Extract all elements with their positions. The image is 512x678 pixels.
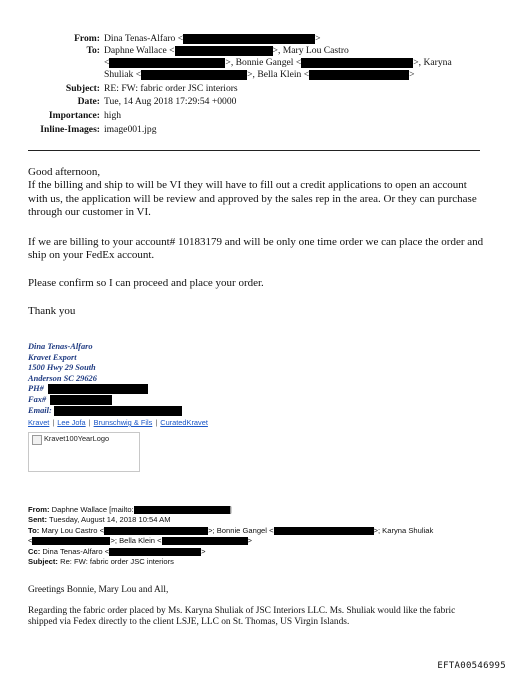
signature-address-2: Anderson SC 29626 <box>28 373 97 383</box>
to-line-3: Shuliak < >, Bella Klein < > <box>104 69 415 80</box>
link-lee-jofa[interactable]: Lee Jofa <box>57 418 86 427</box>
broken-image-icon <box>32 435 42 445</box>
body-paragraph-3: Please confirm so I can proceed and place your order. <box>28 277 264 289</box>
inline-images-label: Inline-Images: <box>40 124 100 135</box>
signature-fax: Fax# <box>28 395 182 406</box>
fwd-to-line-1: To: Mary Lou Castro < >; Bonnie Gangel < >; Karyna Shuliak <box>28 525 434 535</box>
email-body-3 <box>28 277 486 290</box>
fwd-paragraph-1: Regarding the fabric order placed by Ms. Karyna Shuliak of JSC Interiors LLC. Ms. Shuliak would like the fabric shipped via Fedex directly to the client LSJE, LLC on St. Thomas, US Virgin Islands. <box>28 606 456 628</box>
forwarded-header <box>28 505 433 567</box>
signature-name: Dina Tenas-Alfaro <box>28 342 93 351</box>
fwd-greeting: Greetings Bonnie, Mary Lou and All, <box>28 585 169 595</box>
redaction-bar <box>301 58 413 68</box>
link-brunschwig-fils[interactable]: Brunschwig & Fils <box>93 418 153 427</box>
signature-links <box>28 418 208 427</box>
closing: Thank you <box>28 305 76 317</box>
importance-value: high <box>104 110 122 121</box>
to-label: To: <box>86 45 100 56</box>
redaction-bar <box>309 70 409 80</box>
redaction-bar <box>175 46 273 56</box>
subject-value: RE: FW: fabric order JSC interiors <box>104 83 238 94</box>
header-divider <box>28 150 480 151</box>
date-label: Date: <box>77 96 100 107</box>
fwd-sent: Sent: Tuesday, August 14, 2018 10:54 AM <box>28 515 171 525</box>
link-separator: | <box>52 418 55 427</box>
importance-label: Importance: <box>48 110 100 121</box>
email-body <box>28 166 486 220</box>
link-separator: | <box>88 418 91 427</box>
signature-phone: PH# <box>28 384 182 395</box>
redaction-bar <box>50 395 112 405</box>
link-curated-kravet[interactable]: CuratedKravet <box>160 418 208 427</box>
image-alt-text: Kravet100YearLogo <box>44 433 110 443</box>
email-body-2 <box>28 236 486 263</box>
broken-image-placeholder <box>28 432 140 472</box>
redaction-bar <box>104 527 208 535</box>
redaction-bar <box>134 506 230 514</box>
date-value: Tue, 14 Aug 2018 17:29:54 +0000 <box>104 96 237 107</box>
redaction-bar <box>109 58 225 68</box>
signature-email: Email: <box>28 406 182 417</box>
from-value: Dina Tenas-Alfaro < > <box>104 33 321 44</box>
signature-address-1: 1500 Hwy 29 South <box>28 363 96 373</box>
fwd-to-line-2: < >; Bella Klein < > <box>28 536 252 546</box>
forwarded-body-2 <box>28 606 486 629</box>
body-paragraph-2: If we are billing to your account# 10183179 and will be only one time order we can place the order and ship on your FedEx account. <box>28 236 484 262</box>
forwarded-body <box>28 585 486 596</box>
fwd-cc: Cc: Dina Tenas-Alfaro < > <box>28 546 206 556</box>
redaction-bar <box>162 537 248 545</box>
fwd-from: From: Daphne Wallace [mailto: ] <box>28 505 232 514</box>
signature-block <box>28 342 182 416</box>
redaction-bar <box>54 406 182 416</box>
document-id: EFTA00546995 <box>437 661 506 671</box>
redaction-bar <box>274 527 374 535</box>
redaction-bar <box>183 34 315 44</box>
inline-images-value: image001.jpg <box>104 124 157 135</box>
subject-label: Subject: <box>65 83 100 94</box>
to-line-2: < >, Bonnie Gangel < >, Karyna <box>104 57 452 68</box>
greeting: Good afternoon, <box>28 166 101 178</box>
redaction-bar <box>109 548 201 556</box>
fwd-subject: Subject: Re: FW: fabric order JSC interiors <box>28 557 174 567</box>
to-line-1: Daphne Wallace < >, Mary Lou Castro <box>104 45 349 56</box>
signature-company: Kravet Export <box>28 352 77 362</box>
email-body-4 <box>28 305 486 318</box>
redaction-bar <box>141 70 247 80</box>
body-paragraph-1: If the billing and ship to will be VI they will have to fill out a credit applications to open an account with us, the application will be review and approved by the sales rep in the area. Or they can purchase through our customer in VI. <box>28 179 477 219</box>
redaction-bar <box>32 537 110 545</box>
link-separator: | <box>155 418 158 427</box>
from-label: From: <box>74 33 100 44</box>
redaction-bar <box>48 384 148 394</box>
link-kravet[interactable]: Kravet <box>28 418 50 427</box>
